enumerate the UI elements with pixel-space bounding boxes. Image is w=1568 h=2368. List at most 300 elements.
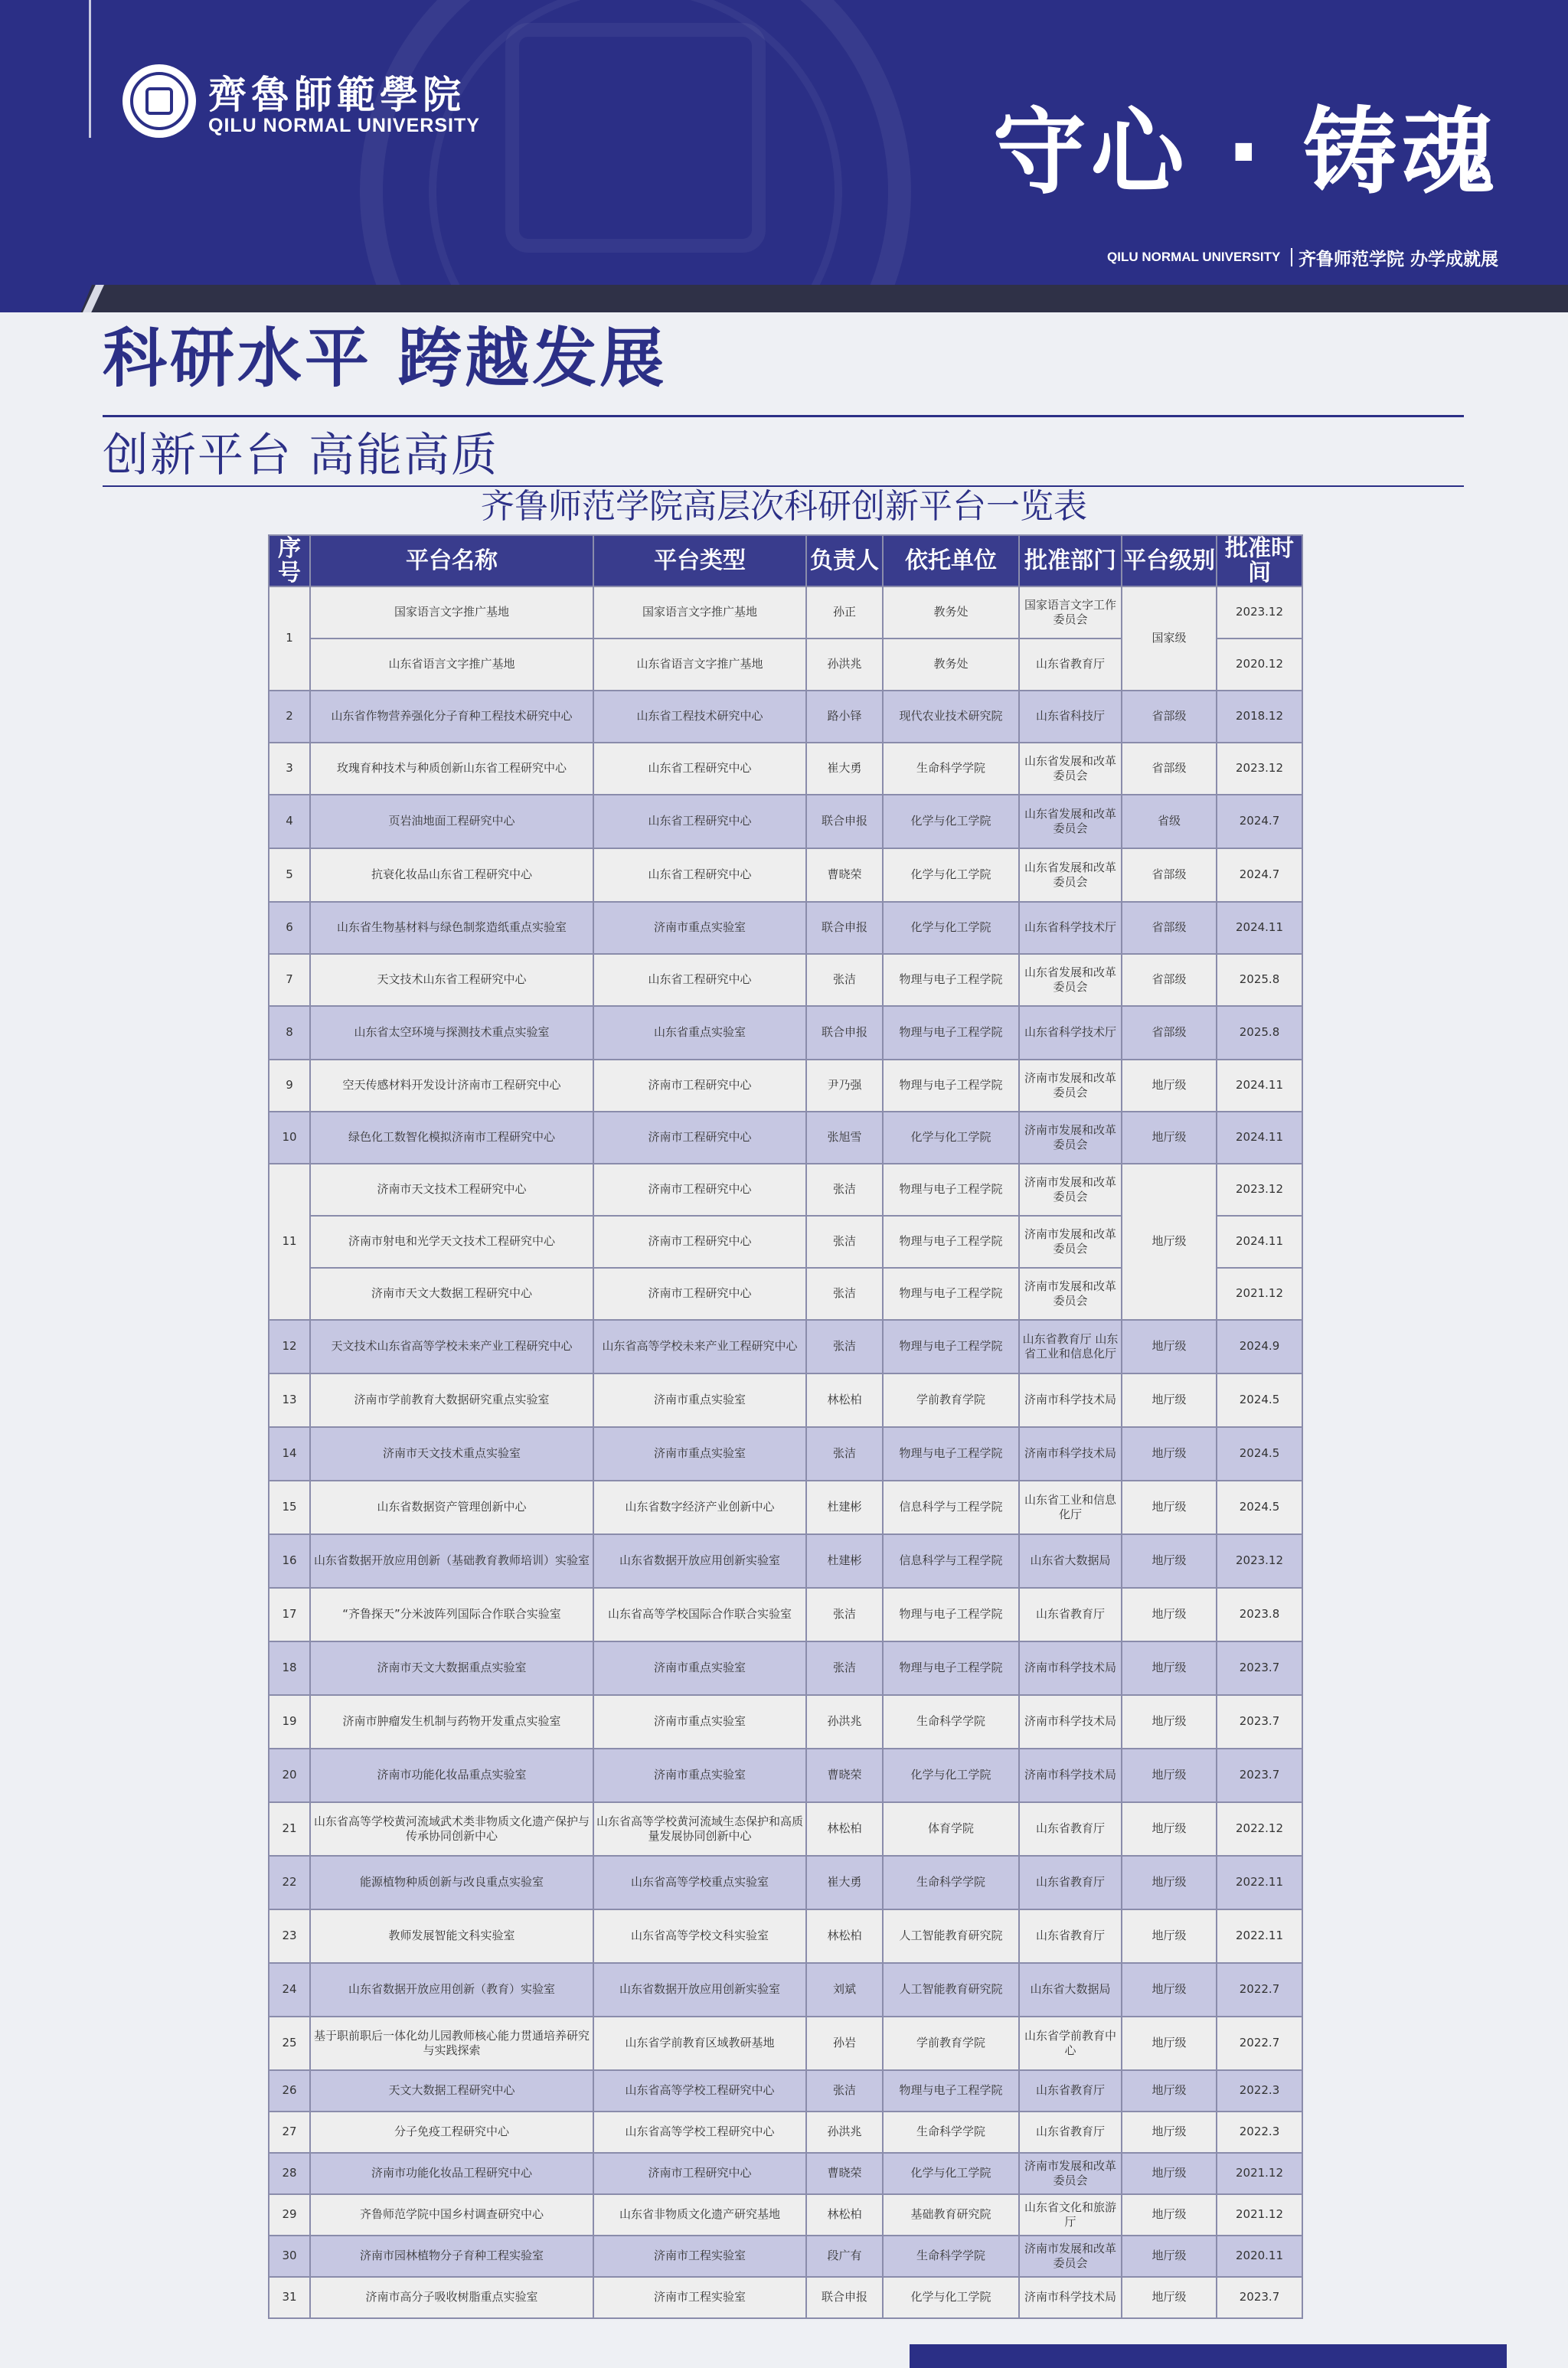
host-unit-cell: 现代农业技术研究院 xyxy=(883,691,1019,743)
platform-name-cell: 济南市天文大数据重点实验室 xyxy=(310,1641,593,1695)
platform-name-cell: 能源植物种质创新与改良重点实验室 xyxy=(310,1856,593,1909)
platform-level-cell: 地厅级 xyxy=(1122,1749,1217,1802)
lead-person-cell: 联合申报 xyxy=(806,902,883,954)
platform-name-cell: 天文大数据工程研究中心 xyxy=(310,2070,593,2112)
approving-dept-cell: 山东省教育厅 xyxy=(1019,2070,1122,2112)
table-row xyxy=(269,902,1302,954)
platform-name-cell: 山东省数据开放应用创新（教育）实验室 xyxy=(310,1963,593,2017)
row-index-cell: 24 xyxy=(269,1963,310,2017)
table-row xyxy=(269,795,1302,848)
table-row xyxy=(269,1060,1302,1112)
approval-date-cell: 2022.11 xyxy=(1217,1909,1302,1963)
subsection-title: 创新平台 高能高质 xyxy=(103,429,499,482)
platform-level-cell: 地厅级 xyxy=(1122,1695,1217,1749)
approval-date-cell: 2021.12 xyxy=(1217,2153,1302,2194)
platform-level-cell: 地厅级 xyxy=(1122,2194,1217,2236)
page-header xyxy=(0,0,1568,285)
platform-type-cell: 山东省高等学校国际合作联合实验室 xyxy=(593,1588,806,1641)
platform-name-cell: 国家语言文字推广基地 xyxy=(310,586,593,639)
approval-date-cell: 2023.7 xyxy=(1217,1749,1302,1802)
table-row xyxy=(269,1427,1302,1481)
platform-type-cell: 山东省数据开放应用创新实验室 xyxy=(593,1963,806,2017)
platform-type-cell: 济南市工程研究中心 xyxy=(593,2153,806,2194)
platform-name-cell: 空天传感材料开发设计济南市工程研究中心 xyxy=(310,1060,593,1112)
platform-level-cell: 地厅级 xyxy=(1122,1060,1217,1112)
platform-name-cell: 山东省数据资产管理创新中心 xyxy=(310,1481,593,1534)
platform-level-cell: 地厅级 xyxy=(1122,1320,1217,1373)
approval-date-cell: 2024.7 xyxy=(1217,795,1302,848)
platform-level-cell: 省部级 xyxy=(1122,902,1217,954)
lead-person-cell: 林松柏 xyxy=(806,1802,883,1856)
host-unit-cell: 化学与化工学院 xyxy=(883,848,1019,902)
platform-type-cell: 济南市工程研究中心 xyxy=(593,1060,806,1112)
platform-type-cell: 山东省工程研究中心 xyxy=(593,795,806,848)
row-index-cell: 21 xyxy=(269,1802,310,1856)
platform-level-cell: 地厅级 xyxy=(1122,2017,1217,2070)
row-index-cell: 19 xyxy=(269,1695,310,1749)
platform-level-cell: 省部级 xyxy=(1122,848,1217,902)
row-index-cell: 27 xyxy=(269,2112,310,2153)
platform-level-cell: 地厅级 xyxy=(1122,1802,1217,1856)
platform-type-cell: 山东省工程研究中心 xyxy=(593,848,806,902)
table-row xyxy=(269,691,1302,743)
approval-date-cell: 2024.9 xyxy=(1217,1320,1302,1373)
table-row xyxy=(269,848,1302,902)
approval-date-cell: 2023.12 xyxy=(1217,1534,1302,1588)
exhibition-subtitle-en: QILU NORMAL UNIVERSITY xyxy=(1107,250,1281,264)
approving-dept-cell: 济南市科学技术局 xyxy=(1019,1695,1122,1749)
table-row xyxy=(269,1112,1302,1164)
platform-table xyxy=(268,534,1303,2319)
table-row xyxy=(269,1641,1302,1695)
approving-dept-cell: 济南市科学技术局 xyxy=(1019,1373,1122,1427)
platform-type-cell: 山东省数字经济产业创新中心 xyxy=(593,1481,806,1534)
platform-type-cell: 山东省数据开放应用创新实验室 xyxy=(593,1534,806,1588)
approval-date-cell: 2023.12 xyxy=(1217,1164,1302,1216)
lead-person-cell: 孙洪兆 xyxy=(806,2112,883,2153)
platform-name-cell: 济南市园林植物分子育种工程实验室 xyxy=(310,2236,593,2277)
table-title: 齐鲁师范学院高层次科研创新平台一览表 xyxy=(481,487,1087,526)
table-header xyxy=(269,535,1302,586)
row-index-cell: 9 xyxy=(269,1060,310,1112)
host-unit-cell: 物理与电子工程学院 xyxy=(883,1006,1019,1060)
approval-date-cell: 2023.12 xyxy=(1217,743,1302,795)
table-row xyxy=(269,1802,1302,1856)
row-index-cell: 4 xyxy=(269,795,310,848)
platform-level-cell: 地厅级 xyxy=(1122,1534,1217,1588)
host-unit-cell: 物理与电子工程学院 xyxy=(883,1060,1019,1112)
platform-type-cell: 济南市重点实验室 xyxy=(593,902,806,954)
approval-date-cell: 2024.11 xyxy=(1217,1216,1302,1268)
table-row xyxy=(269,1006,1302,1060)
approving-dept-cell: 山东省发展和改革委员会 xyxy=(1019,848,1122,902)
approving-dept-cell: 山东省工业和信息化厅 xyxy=(1019,1481,1122,1534)
approval-date-cell: 2023.8 xyxy=(1217,1588,1302,1641)
host-unit-cell: 信息科学与工程学院 xyxy=(883,1481,1019,1534)
approval-date-cell: 2024.11 xyxy=(1217,902,1302,954)
row-index-cell: 29 xyxy=(269,2194,310,2236)
approving-dept-cell: 山东省教育厅 xyxy=(1019,1588,1122,1641)
platform-level-cell: 地厅级 xyxy=(1122,1164,1217,1320)
lead-person-cell: 张洁 xyxy=(806,1164,883,1216)
table-row xyxy=(269,2153,1302,2194)
platform-name-cell: 抗衰化妆品山东省工程研究中心 xyxy=(310,848,593,902)
approval-date-cell: 2020.12 xyxy=(1217,639,1302,691)
platform-type-cell: 山东省高等学校工程研究中心 xyxy=(593,2112,806,2153)
platform-type-cell: 山东省语言文字推广基地 xyxy=(593,639,806,691)
lead-person-cell: 刘斌 xyxy=(806,1963,883,2017)
table-row xyxy=(269,2112,1302,2153)
approving-dept-cell: 济南市发展和改革委员会 xyxy=(1019,1112,1122,1164)
approving-dept-cell: 山东省教育厅 山东省工业和信息化厅 xyxy=(1019,1320,1122,1373)
approval-date-cell: 2022.11 xyxy=(1217,1856,1302,1909)
platform-level-cell: 地厅级 xyxy=(1122,1112,1217,1164)
row-index-cell: 11 xyxy=(269,1164,310,1320)
lead-person-cell: 张旭雪 xyxy=(806,1112,883,1164)
approval-date-cell: 2018.12 xyxy=(1217,691,1302,743)
host-unit-cell: 物理与电子工程学院 xyxy=(883,1320,1019,1373)
host-unit-cell: 教务处 xyxy=(883,639,1019,691)
platform-type-cell: 济南市工程研究中心 xyxy=(593,1268,806,1320)
table-row xyxy=(269,586,1302,639)
exhibition-subtitle-cn: 齐鲁师范学院 办学成就展 xyxy=(1298,250,1499,269)
platform-level-cell: 省部级 xyxy=(1122,1006,1217,1060)
row-index-cell: 15 xyxy=(269,1481,310,1534)
host-unit-cell: 信息科学与工程学院 xyxy=(883,1534,1019,1588)
host-unit-cell: 化学与化工学院 xyxy=(883,902,1019,954)
table-row xyxy=(269,1856,1302,1909)
platform-name-cell: 济南市天文技术重点实验室 xyxy=(310,1427,593,1481)
row-index-cell: 2 xyxy=(269,691,310,743)
col-header-level: 平台级别 xyxy=(1122,535,1217,586)
platform-level-cell: 地厅级 xyxy=(1122,2236,1217,2277)
approval-date-cell: 2024.5 xyxy=(1217,1427,1302,1481)
row-index-cell: 13 xyxy=(269,1373,310,1427)
platform-type-cell: 济南市重点实验室 xyxy=(593,1427,806,1481)
section-title: 科研水平 跨越发展 xyxy=(103,321,668,396)
col-header-lead: 负责人 xyxy=(806,535,883,586)
platform-level-cell: 省部级 xyxy=(1122,743,1217,795)
row-index-cell: 31 xyxy=(269,2277,310,2318)
platform-type-cell: 济南市工程实验室 xyxy=(593,2236,806,2277)
lead-person-cell: 张洁 xyxy=(806,1427,883,1481)
host-unit-cell: 学前教育学院 xyxy=(883,1373,1019,1427)
lead-person-cell: 曹晓荣 xyxy=(806,848,883,902)
platform-type-cell: 山东省高等学校工程研究中心 xyxy=(593,2070,806,2112)
host-unit-cell: 化学与化工学院 xyxy=(883,1749,1019,1802)
lead-person-cell: 段广有 xyxy=(806,2236,883,2277)
subtitle-separator xyxy=(1291,248,1292,266)
table-row xyxy=(269,2017,1302,2070)
platform-type-cell: 山东省重点实验室 xyxy=(593,1006,806,1060)
platform-name-cell: 山东省太空环境与探测技术重点实验室 xyxy=(310,1006,593,1060)
approval-date-cell: 2024.5 xyxy=(1217,1481,1302,1534)
approval-date-cell: 2023.7 xyxy=(1217,2277,1302,2318)
platform-level-cell: 省部级 xyxy=(1122,954,1217,1006)
row-index-cell: 17 xyxy=(269,1588,310,1641)
platform-type-cell: 济南市重点实验室 xyxy=(593,1749,806,1802)
table-row xyxy=(269,1164,1302,1216)
platform-level-cell: 地厅级 xyxy=(1122,2153,1217,2194)
approving-dept-cell: 济南市发展和改革委员会 xyxy=(1019,2236,1122,2277)
lead-person-cell: 张洁 xyxy=(806,2070,883,2112)
table-row xyxy=(269,2194,1302,2236)
table-row xyxy=(269,1481,1302,1534)
platform-type-cell: 山东省高等学校未来产业工程研究中心 xyxy=(593,1320,806,1373)
approval-date-cell: 2022.12 xyxy=(1217,1802,1302,1856)
lead-person-cell: 张洁 xyxy=(806,1216,883,1268)
platform-level-cell: 地厅级 xyxy=(1122,2070,1217,2112)
table-row xyxy=(269,2236,1302,2277)
host-unit-cell: 化学与化工学院 xyxy=(883,795,1019,848)
host-unit-cell: 物理与电子工程学院 xyxy=(883,1216,1019,1268)
platform-name-cell: 天文技术山东省工程研究中心 xyxy=(310,954,593,1006)
platform-name-cell: 山东省生物基材料与绿色制浆造纸重点实验室 xyxy=(310,902,593,954)
host-unit-cell: 化学与化工学院 xyxy=(883,2277,1019,2318)
table-row xyxy=(269,1963,1302,2017)
row-index-cell: 7 xyxy=(269,954,310,1006)
row-index-cell: 20 xyxy=(269,1749,310,1802)
platform-type-cell: 山东省工程研究中心 xyxy=(593,743,806,795)
host-unit-cell: 物理与电子工程学院 xyxy=(883,1641,1019,1695)
platform-type-cell: 济南市工程研究中心 xyxy=(593,1112,806,1164)
approving-dept-cell: 山东省教育厅 xyxy=(1019,2112,1122,2153)
approving-dept-cell: 山东省学前教育中心 xyxy=(1019,2017,1122,2070)
platform-name-cell: 山东省高等学校黄河流域武术类非物质文化遗产保护与传承协同创新中心 xyxy=(310,1802,593,1856)
table-row xyxy=(269,1695,1302,1749)
approving-dept-cell: 山东省发展和改革委员会 xyxy=(1019,743,1122,795)
table-row xyxy=(269,1373,1302,1427)
table-row xyxy=(269,1588,1302,1641)
table-body xyxy=(269,586,1302,2318)
host-unit-cell: 物理与电子工程学院 xyxy=(883,1268,1019,1320)
approval-date-cell: 2023.7 xyxy=(1217,1695,1302,1749)
lead-person-cell: 曹晓荣 xyxy=(806,2153,883,2194)
lead-person-cell: 张洁 xyxy=(806,1268,883,1320)
approving-dept-cell: 山东省教育厅 xyxy=(1019,639,1122,691)
row-index-cell: 14 xyxy=(269,1427,310,1481)
row-index-cell: 28 xyxy=(269,2153,310,2194)
lead-person-cell: 杜建彬 xyxy=(806,1534,883,1588)
platform-type-cell: 济南市工程研究中心 xyxy=(593,1164,806,1216)
platform-level-cell: 省部级 xyxy=(1122,691,1217,743)
platform-name-cell: “齐鲁探天”分米波阵列国际合作联合实验室 xyxy=(310,1588,593,1641)
approval-date-cell: 2022.3 xyxy=(1217,2112,1302,2153)
row-index-cell: 8 xyxy=(269,1006,310,1060)
lead-person-cell: 杜建彬 xyxy=(806,1481,883,1534)
approving-dept-cell: 济南市科学技术局 xyxy=(1019,1427,1122,1481)
host-unit-cell: 生命科学学院 xyxy=(883,743,1019,795)
col-header-dept: 批准部门 xyxy=(1019,535,1122,586)
approving-dept-cell: 山东省科学技术厅 xyxy=(1019,1006,1122,1060)
table-row xyxy=(269,1320,1302,1373)
platform-name-cell: 济南市天文大数据工程研究中心 xyxy=(310,1268,593,1320)
approval-date-cell: 2024.5 xyxy=(1217,1373,1302,1427)
row-index-cell: 1 xyxy=(269,586,310,691)
platform-name-cell: 济南市天文技术工程研究中心 xyxy=(310,1164,593,1216)
col-header-type: 平台类型 xyxy=(593,535,806,586)
university-name-cn: 齊魯師範學院 xyxy=(208,72,466,117)
approval-date-cell: 2021.12 xyxy=(1217,1268,1302,1320)
approving-dept-cell: 济南市发展和改革委员会 xyxy=(1019,1216,1122,1268)
platform-level-cell: 地厅级 xyxy=(1122,1481,1217,1534)
approval-date-cell: 2020.11 xyxy=(1217,2236,1302,2277)
platform-type-cell: 山东省高等学校黄河流域生态保护和高质量发展协同创新中心 xyxy=(593,1802,806,1856)
lead-person-cell: 联合申报 xyxy=(806,1006,883,1060)
lead-person-cell: 路小铎 xyxy=(806,691,883,743)
host-unit-cell: 人工智能教育研究院 xyxy=(883,1963,1019,2017)
university-name-en: QILU NORMAL UNIVERSITY xyxy=(208,115,480,136)
platform-level-cell: 地厅级 xyxy=(1122,2277,1217,2318)
col-header-date: 批准时间 xyxy=(1217,535,1302,586)
platform-name-cell: 页岩油地面工程研究中心 xyxy=(310,795,593,848)
lead-person-cell: 孙正 xyxy=(806,586,883,639)
lead-person-cell: 联合申报 xyxy=(806,2277,883,2318)
lead-person-cell: 张洁 xyxy=(806,954,883,1006)
platform-name-cell: 绿色化工数智化模拟济南市工程研究中心 xyxy=(310,1112,593,1164)
approval-date-cell: 2023.12 xyxy=(1217,586,1302,639)
platform-type-cell: 国家语言文字推广基地 xyxy=(593,586,806,639)
platform-level-cell: 地厅级 xyxy=(1122,2112,1217,2153)
platform-level-cell: 地厅级 xyxy=(1122,1588,1217,1641)
university-logo-icon xyxy=(122,64,196,138)
platform-name-cell: 济南市学前教育大数据研究重点实验室 xyxy=(310,1373,593,1427)
approving-dept-cell: 山东省文化和旅游厅 xyxy=(1019,2194,1122,2236)
lead-person-cell: 孙洪兆 xyxy=(806,1695,883,1749)
approving-dept-cell: 山东省大数据局 xyxy=(1019,1534,1122,1588)
table-row xyxy=(269,1909,1302,1963)
approval-date-cell: 2021.12 xyxy=(1217,2194,1302,2236)
host-unit-cell: 体育学院 xyxy=(883,1802,1019,1856)
row-index-cell: 16 xyxy=(269,1534,310,1588)
approval-date-cell: 2025.8 xyxy=(1217,954,1302,1006)
footer-bar xyxy=(910,2344,1507,2368)
host-unit-cell: 生命科学学院 xyxy=(883,2236,1019,2277)
platform-level-cell: 地厅级 xyxy=(1122,1909,1217,1963)
table-row xyxy=(269,2070,1302,2112)
platform-level-cell: 地厅级 xyxy=(1122,1963,1217,2017)
host-unit-cell: 化学与化工学院 xyxy=(883,1112,1019,1164)
approving-dept-cell: 山东省教育厅 xyxy=(1019,1802,1122,1856)
col-header-unit: 依托单位 xyxy=(883,535,1019,586)
platform-type-cell: 济南市工程实验室 xyxy=(593,2277,806,2318)
platform-type-cell: 山东省工程技术研究中心 xyxy=(593,691,806,743)
table-row xyxy=(269,1749,1302,1802)
header-accent-stripe xyxy=(0,285,1568,312)
platform-name-cell: 分子免疫工程研究中心 xyxy=(310,2112,593,2153)
platform-type-cell: 济南市工程研究中心 xyxy=(593,1216,806,1268)
host-unit-cell: 生命科学学院 xyxy=(883,1695,1019,1749)
platform-level-cell: 国家级 xyxy=(1122,586,1217,691)
row-index-cell: 26 xyxy=(269,2070,310,2112)
platform-name-cell: 天文技术山东省高等学校未来产业工程研究中心 xyxy=(310,1320,593,1373)
platform-type-cell: 济南市重点实验室 xyxy=(593,1641,806,1695)
platform-type-cell: 山东省工程研究中心 xyxy=(593,954,806,1006)
platform-name-cell: 教师发展智能文科实验室 xyxy=(310,1909,593,1963)
lead-person-cell: 林松柏 xyxy=(806,2194,883,2236)
row-index-cell: 6 xyxy=(269,902,310,954)
platform-name-cell: 济南市高分子吸收树脂重点实验室 xyxy=(310,2277,593,2318)
approving-dept-cell: 济南市发展和改革委员会 xyxy=(1019,1164,1122,1216)
host-unit-cell: 教务处 xyxy=(883,586,1019,639)
row-index-cell: 5 xyxy=(269,848,310,902)
lead-person-cell: 联合申报 xyxy=(806,795,883,848)
lead-person-cell: 张洁 xyxy=(806,1641,883,1695)
table-row xyxy=(269,954,1302,1006)
platform-name-cell: 济南市射电和光学天文技术工程研究中心 xyxy=(310,1216,593,1268)
platform-name-cell: 玫瑰育种技术与种质创新山东省工程研究中心 xyxy=(310,743,593,795)
approving-dept-cell: 济南市发展和改革委员会 xyxy=(1019,2153,1122,2194)
row-index-cell: 23 xyxy=(269,1909,310,1963)
approval-date-cell: 2024.11 xyxy=(1217,1060,1302,1112)
approving-dept-cell: 山东省大数据局 xyxy=(1019,1963,1122,2017)
lead-person-cell: 林松柏 xyxy=(806,1373,883,1427)
platform-name-cell: 山东省作物营养强化分子育种工程技术研究中心 xyxy=(310,691,593,743)
col-header-name: 平台名称 xyxy=(310,535,593,586)
approval-date-cell: 2025.8 xyxy=(1217,1006,1302,1060)
platform-level-cell: 省级 xyxy=(1122,795,1217,848)
host-unit-cell: 人工智能教育研究院 xyxy=(883,1909,1019,1963)
platform-level-cell: 地厅级 xyxy=(1122,1641,1217,1695)
host-unit-cell: 物理与电子工程学院 xyxy=(883,1164,1019,1216)
lead-person-cell: 孙洪兆 xyxy=(806,639,883,691)
platform-name-cell: 济南市功能化妆品工程研究中心 xyxy=(310,2153,593,2194)
lead-person-cell: 尹乃强 xyxy=(806,1060,883,1112)
platform-type-cell: 山东省学前教育区域教研基地 xyxy=(593,2017,806,2070)
approving-dept-cell: 济南市发展和改革委员会 xyxy=(1019,1060,1122,1112)
approving-dept-cell: 山东省教育厅 xyxy=(1019,1856,1122,1909)
row-index-cell: 3 xyxy=(269,743,310,795)
seal-emblem-watermark xyxy=(505,23,766,253)
host-unit-cell: 物理与电子工程学院 xyxy=(883,1588,1019,1641)
lead-person-cell: 林松柏 xyxy=(806,1909,883,1963)
platform-name-cell: 齐鲁师范学院中国乡村调查研究中心 xyxy=(310,2194,593,2236)
row-index-cell: 18 xyxy=(269,1641,310,1695)
platform-type-cell: 山东省高等学校重点实验室 xyxy=(593,1856,806,1909)
lead-person-cell: 孙岩 xyxy=(806,2017,883,2070)
host-unit-cell: 学前教育学院 xyxy=(883,2017,1019,2070)
platform-level-cell: 地厅级 xyxy=(1122,1856,1217,1909)
row-index-cell: 30 xyxy=(269,2236,310,2277)
platform-name-cell: 济南市功能化妆品重点实验室 xyxy=(310,1749,593,1802)
table-row xyxy=(269,2277,1302,2318)
host-unit-cell: 生命科学学院 xyxy=(883,2112,1019,2153)
approval-date-cell: 2022.7 xyxy=(1217,2017,1302,2070)
exhibition-slogan: 守心 · 铸魂 xyxy=(992,98,1499,207)
platform-type-cell: 山东省高等学校文科实验室 xyxy=(593,1909,806,1963)
row-index-cell: 25 xyxy=(269,2017,310,2070)
approving-dept-cell: 山东省科技厅 xyxy=(1019,691,1122,743)
approving-dept-cell: 山东省发展和改革委员会 xyxy=(1019,954,1122,1006)
host-unit-cell: 化学与化工学院 xyxy=(883,2153,1019,2194)
lead-person-cell: 崔大勇 xyxy=(806,743,883,795)
approval-date-cell: 2024.7 xyxy=(1217,848,1302,902)
lead-person-cell: 张洁 xyxy=(806,1588,883,1641)
approving-dept-cell: 济南市科学技术局 xyxy=(1019,1641,1122,1695)
lead-person-cell: 崔大勇 xyxy=(806,1856,883,1909)
row-index-cell: 10 xyxy=(269,1112,310,1164)
stripe-wedge xyxy=(0,285,92,312)
platform-type-cell: 济南市重点实验室 xyxy=(593,1695,806,1749)
platform-name-cell: 山东省语言文字推广基地 xyxy=(310,639,593,691)
platform-type-cell: 济南市重点实验室 xyxy=(593,1373,806,1427)
host-unit-cell: 物理与电子工程学院 xyxy=(883,954,1019,1006)
host-unit-cell: 物理与电子工程学院 xyxy=(883,1427,1019,1481)
approval-date-cell: 2022.3 xyxy=(1217,2070,1302,2112)
approving-dept-cell: 济南市发展和改革委员会 xyxy=(1019,1268,1122,1320)
host-unit-cell: 物理与电子工程学院 xyxy=(883,2070,1019,2112)
approving-dept-cell: 山东省科学技术厅 xyxy=(1019,902,1122,954)
